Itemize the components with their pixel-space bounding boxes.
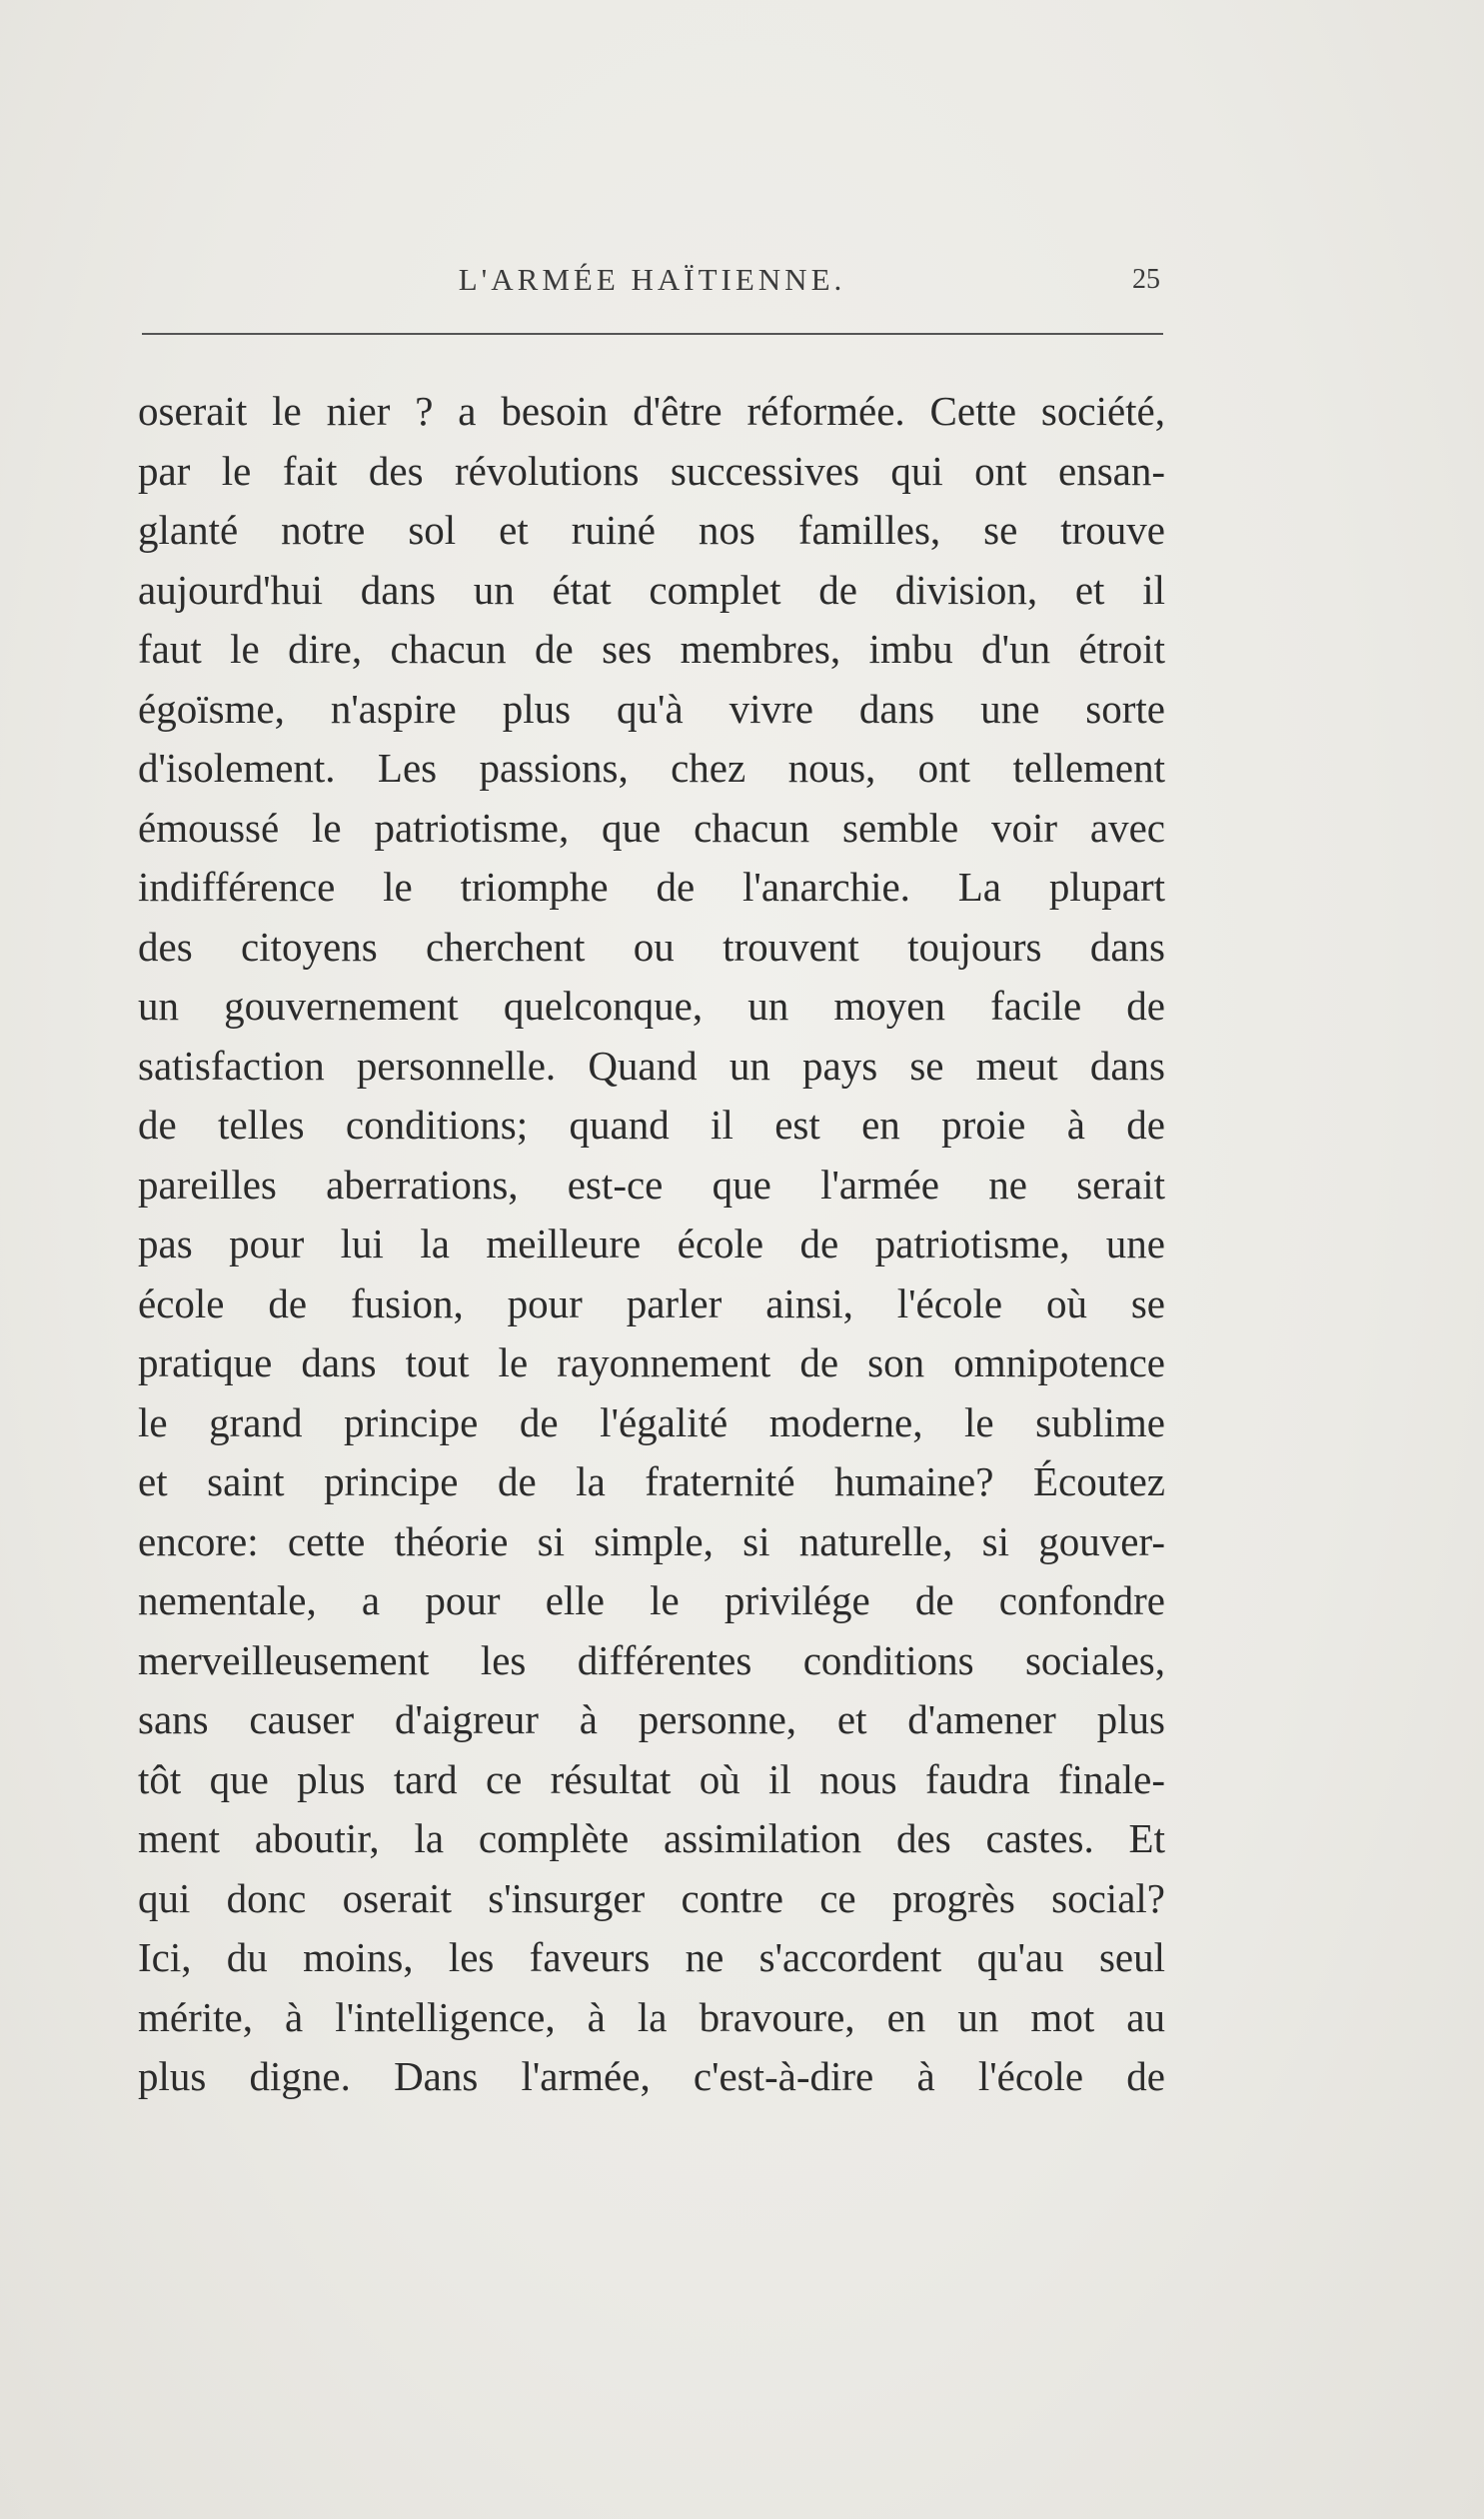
- text-line: qui donc oserait s'insurger contre ce progrès social?: [138, 1874, 1165, 1921]
- header-rule: [142, 333, 1163, 335]
- text-line: par le fait des révolutions successives qui ont ensan-: [138, 447, 1165, 494]
- text-line: d'isolement. Les passions, chez nous, ont tellement: [138, 745, 1165, 791]
- text-line: mérite, à l'intelligence, à la bravoure, en un mot au: [138, 1993, 1165, 2040]
- text-line: tôt que plus tard ce résultat où il nous faudra finale-: [138, 1755, 1165, 1802]
- text-line: Ici, du moins, les faveurs ne s'accordent qu'au seul: [138, 1934, 1165, 1980]
- text-line: glanté notre sol et ruiné nos familles, se trouve: [138, 507, 1165, 553]
- text-line: indifférence le triomphe de l'anarchie. La plupart: [138, 864, 1165, 910]
- text-line: faut le dire, chacun de ses membres, imbu d'un étroit: [138, 626, 1165, 672]
- text-line: des citoyens cherchent ou trouvent toujours dans: [138, 923, 1165, 970]
- text-line: ment aboutir, la complète assimilation des castes. Et: [138, 1815, 1165, 1861]
- text-line: oserait le nier ? a besoin d'être réformée. Cette société,: [138, 388, 1165, 434]
- text-line: sans causer d'aigreur à personne, et d'amener plus: [138, 1696, 1165, 1742]
- text-line: un gouvernement quelconque, un moyen facile de: [138, 983, 1165, 1029]
- text-line: pareilles aberrations, est-ce que l'armée ne serait: [138, 1161, 1165, 1208]
- page-number: 25: [1132, 264, 1160, 295]
- text-line: pratique dans tout le rayonnement de son omnipotence: [138, 1339, 1165, 1385]
- text-line: égoïsme, n'aspire plus qu'à vivre dans une sorte: [138, 685, 1165, 732]
- text-line: pas pour lui la meilleure école de patriotisme, une: [138, 1221, 1165, 1266]
- text-line: satisfaction personnelle. Quand un pays se meut dans: [138, 1042, 1165, 1089]
- running-head: [140, 262, 1164, 312]
- text-line: école de fusion, pour parler ainsi, l'école où se: [138, 1279, 1165, 1326]
- running-title: L'ARMÉE HAÏTIENNE.: [458, 262, 846, 297]
- text-line: plus digne. Dans l'armée, c'est-à-dire à l'école de: [138, 2053, 1165, 2099]
- text-line: aujourd'hui dans un état complet de division, et il: [138, 566, 1165, 613]
- text-line: émoussé le patriotisme, que chacun semble voir avec: [138, 804, 1165, 851]
- text-line: encore: cette théorie si simple, si naturelle, si gouver-: [138, 1517, 1165, 1564]
- body-text: [138, 382, 1165, 2107]
- text-line: nementale, a pour elle le privilége de confondre: [138, 1577, 1165, 1623]
- text-line: de telles conditions; quand il est en proie à de: [138, 1102, 1165, 1148]
- text-line: et saint principe de la fraternité humaine? Écoutez: [138, 1458, 1165, 1504]
- text-line: merveilleusement les différentes conditions sociales,: [138, 1636, 1165, 1683]
- text-line: le grand principe de l'égalité moderne, le sublime: [138, 1398, 1165, 1445]
